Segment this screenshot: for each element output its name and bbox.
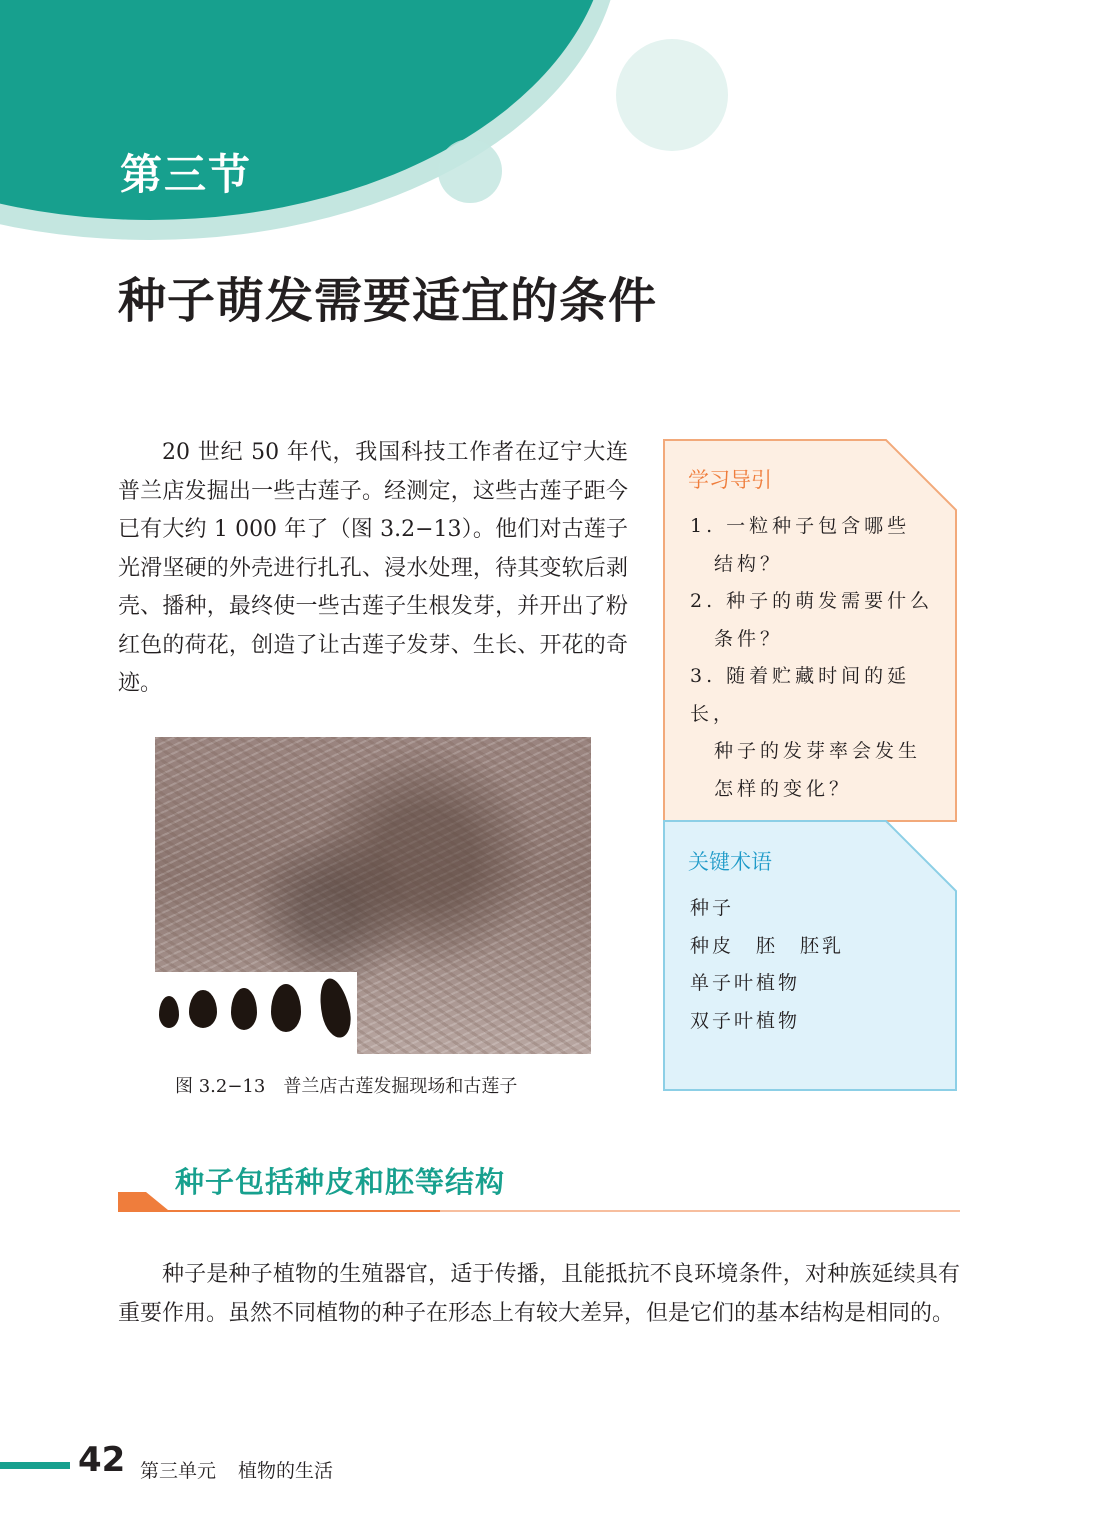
study-guide-item-continued: 怎样的变化？ <box>714 777 853 800</box>
study-guide-item-continued: 条件？ <box>714 627 784 650</box>
figure-caption: 图 3.2−13 普兰店古莲发掘现场和古莲子 <box>175 1076 518 1097</box>
study-guide-item <box>690 583 950 658</box>
study-guide-heading: 学习导引 <box>688 468 772 492</box>
key-term: 单子叶植物 <box>690 972 801 994</box>
intro-paragraph: 20 世纪 50 年代，我国科技工作者在辽宁大连普兰店发掘出一些古莲子。经测定，这些古莲子距今已有大约 1 000 年了（图 3.2−13）。他们对古莲子光滑坚硬的外壳进行扎孔、浸水处理，待其变软后剥壳、播种，最终使一些古莲子生根发芽，并开出了粉红色的荷花，创造了让古莲子发芽、生长、开花的奇迹。 <box>118 440 628 696</box>
lotus-seed <box>159 996 179 1028</box>
lotus-seed <box>231 988 257 1030</box>
footer-running-title <box>140 1456 333 1483</box>
section-label: 第三节 <box>120 150 253 199</box>
orange-tab <box>118 1192 440 1212</box>
study-guide-item-text: 1. 一粒种子包含哪些 <box>690 515 911 537</box>
page-title: 种子萌发需要适宜的条件 <box>118 273 658 329</box>
footer-chapter: 植物的生活 <box>238 1460 334 1482</box>
large-bubble <box>616 39 728 151</box>
subsection-rule <box>118 1190 960 1214</box>
footer-bar <box>0 1462 70 1469</box>
key-terms-list <box>690 890 844 1040</box>
study-guide-item-text: 2. 种子的萌发需要什么 <box>690 590 934 612</box>
study-guide-item <box>690 508 950 583</box>
key-terms-heading: 关键术语 <box>688 850 772 874</box>
study-guide-item <box>690 658 950 808</box>
lotus-seeds-inset <box>155 972 357 1054</box>
subsection-heading: 种子包括种皮和胚等结构 <box>175 1165 506 1199</box>
footer-unit: 第三单元 <box>140 1460 217 1482</box>
header-decoration <box>0 0 1093 260</box>
lotus-seed <box>271 984 301 1032</box>
study-guide-item-text: 3. 随着贮藏时间的延长， <box>690 665 911 725</box>
lotus-seed <box>189 990 217 1028</box>
lotus-seed <box>315 976 355 1041</box>
small-bubble <box>438 139 502 203</box>
study-guide-list <box>690 508 950 808</box>
key-term: 种皮 胚 胚乳 <box>690 934 845 957</box>
subsection-paragraph: 种子是种子植物的生殖器官，适于传播，且能抵抗不良环境条件，对种族延续具有重要作用。虽然不同植物的种子在形态上有较大差异，但是它们的基本结构是相同的。 <box>118 1262 960 1326</box>
page-number: 42 <box>78 1440 126 1480</box>
study-guide-item-continued: 结构？ <box>714 552 784 575</box>
key-term: 种子 <box>690 897 735 919</box>
study-guide-item-continued: 种子的发芽率会发生 <box>714 740 922 762</box>
key-term: 双子叶植物 <box>690 1009 801 1032</box>
